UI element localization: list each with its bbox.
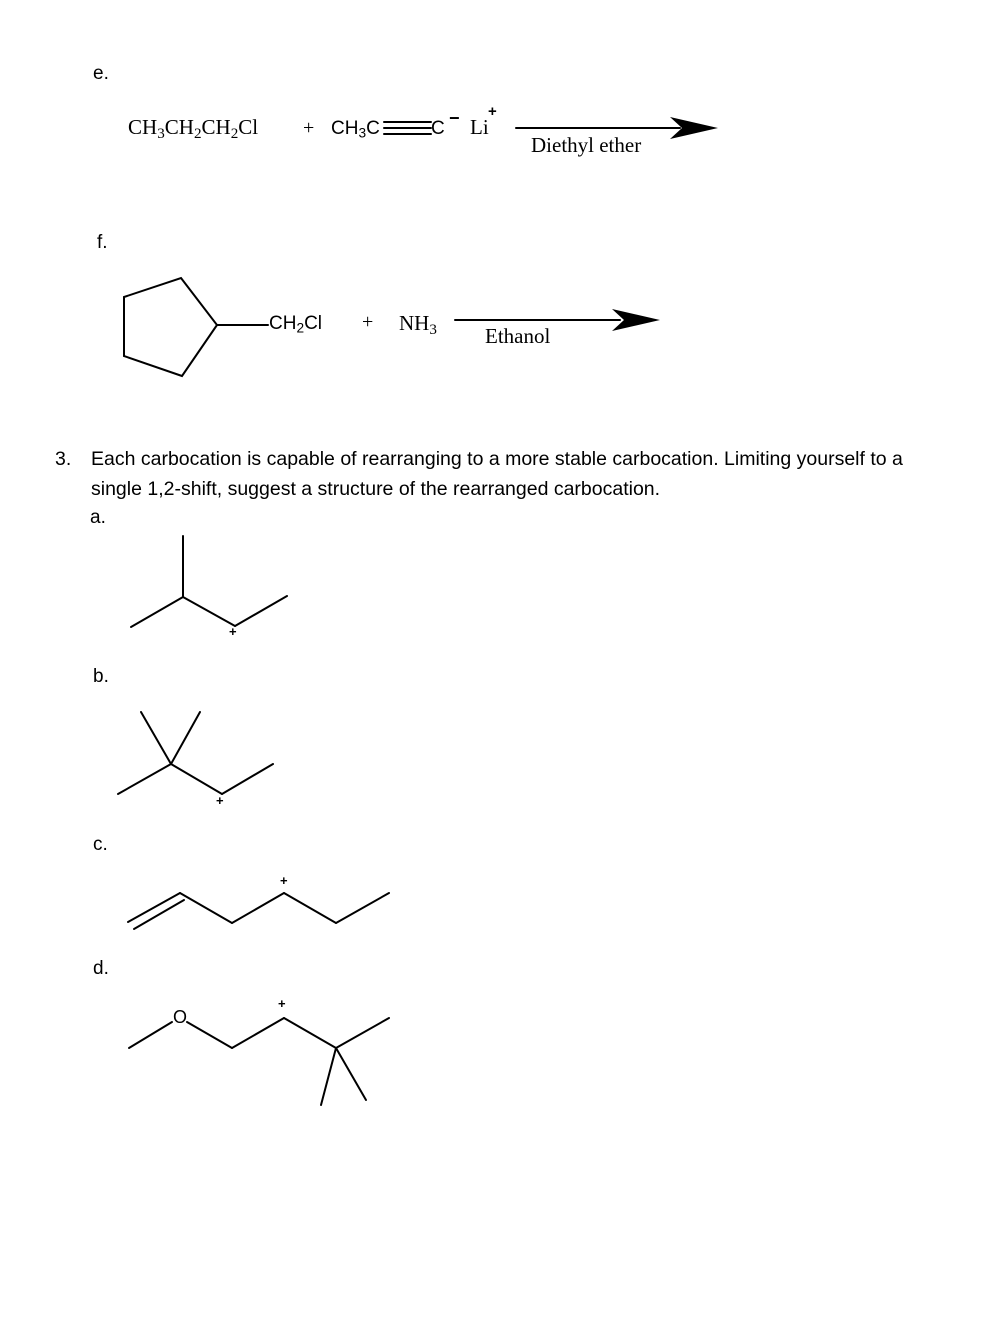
charge-c: + <box>280 873 288 888</box>
cyclopentane-ring <box>124 278 217 376</box>
question-3 <box>55 444 955 504</box>
chloromethyl-substituent: $CH_2Cl$ <box>269 313 323 336</box>
structure-a <box>131 536 287 627</box>
plus-sign-e: + <box>303 117 315 139</box>
part-c-label: c. <box>93 834 108 855</box>
triple-bond-e <box>384 122 431 134</box>
charge-b: + <box>216 793 224 808</box>
reactant-propynyl: $CH_3C$ <box>331 118 380 141</box>
oxygen-atom-d: O <box>173 1007 188 1027</box>
part-b-label: b. <box>93 666 109 687</box>
conditions-ethanol: Ethanol <box>485 324 551 348</box>
part-f-label: f. <box>97 232 108 253</box>
reaction-arrow-f-head <box>612 309 660 331</box>
part-d-label: d. <box>93 958 109 979</box>
carbanion-carbon: C <box>431 118 445 139</box>
structure-c <box>128 893 389 929</box>
reaction-arrow-e-head <box>670 117 718 139</box>
charge-a: + <box>229 624 237 639</box>
part-a-label: a. <box>90 507 106 528</box>
question-text: Each carbocation is capable of rearranging to a more stable carbocation. Limiting yourself to a single 1,2-shift, suggest a structure of the rearranged carbocation. <box>91 448 903 500</box>
lithium-cation: Li <box>470 115 489 139</box>
conditions-diethyl-ether: Diethyl ether <box>531 133 642 157</box>
plus-sign-f: + <box>362 311 374 333</box>
charge-d: + <box>278 996 286 1011</box>
reactant-propyl-chloride: $CH_3CH_2CH_2Cl$ <box>128 115 259 142</box>
reagent-ammonia: $NH_3$ <box>399 311 437 338</box>
lithium-positive-charge: + <box>488 103 497 120</box>
part-e-label: e. <box>93 63 109 84</box>
structure-d <box>129 1018 389 1105</box>
carbanion-negative-charge: − <box>449 108 460 128</box>
structure-b <box>118 712 273 794</box>
question-number: 3. <box>55 448 72 470</box>
